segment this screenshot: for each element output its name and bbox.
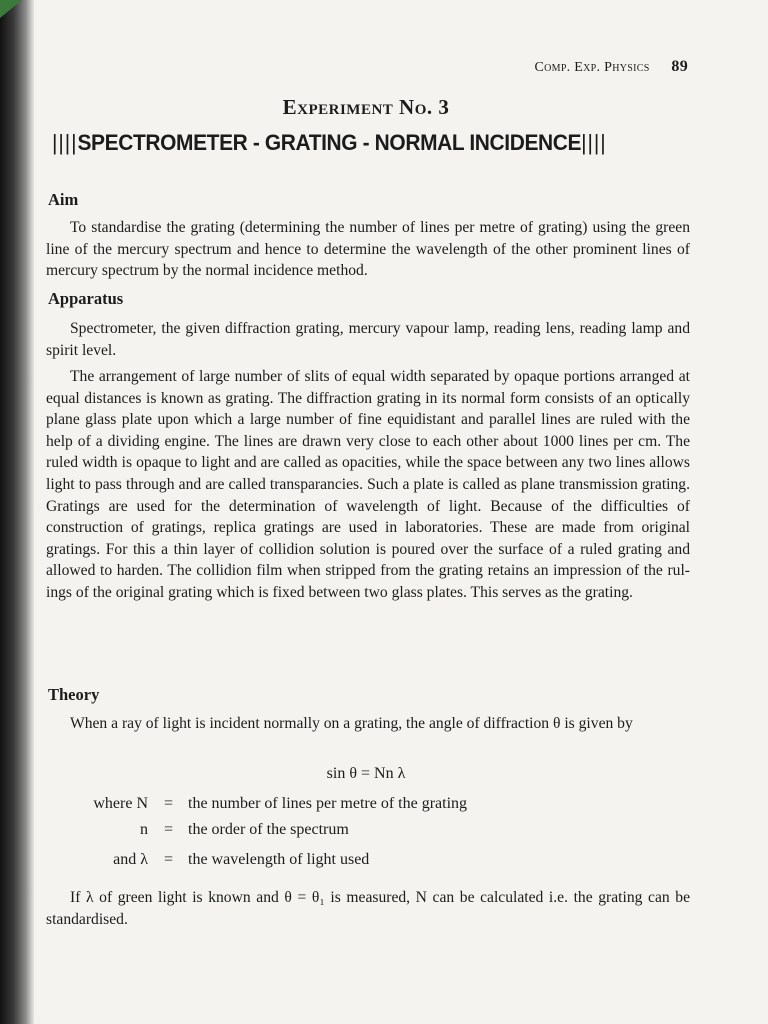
grating-description-paragraph: The arrangement of large number of slits of equal width separated by opaque portions arranged at equal distances is known as grating. The diffraction grating in its normal form consists of an optically plane glass plate upon which a large number of fine equidistant and parallel lines are ruled with the help of a dividing engine. The lines are drawn very close to each other about 1000 lines per cm. The ruled width is opaque to light and are called as opacities, while the space between any two lines allows light to pass through and are called transparancies. Such a plate is called as plane transmission grating. Gratings are used for the determination of wavelength of light. Because of the difficulties of construction of gratings, replica gratings are used in laboratories. These are made from original gratings. For this a thin layer of collidion solution is poured over the surface of a ruled grating and allowed to harden. The collidion film when stripped from the grating retains an impression of the rul-ings of the original grating which is fixed between two glass plates. This serves as the grating. bbox=[46, 368, 690, 601]
running-head-title: Comp. Exp. Physics bbox=[534, 60, 650, 75]
definition-equals: = bbox=[164, 851, 174, 868]
aim-paragraph: To standardise the grating (determining the number of lines per metre of grating) using the green line of the mercury spectrum and hence to determine the wavelength of the other prominent lines of mercury spectrum by the normal incidence method. bbox=[46, 219, 690, 280]
page-number: 89 bbox=[671, 58, 688, 75]
book-page bbox=[40, 0, 692, 1024]
theory-heading: Theory bbox=[48, 685, 100, 704]
definition-row bbox=[40, 821, 692, 843]
definition-symbol: where N bbox=[93, 795, 148, 812]
title-text: SPECTROMETER - GRATING - NORMAL INCIDENCE bbox=[77, 130, 582, 155]
apparatus-paragraph: Spectrometer, the given diffraction grating, mercury vapour lamp, reading lens, reading lamp and spirit level. bbox=[46, 320, 690, 359]
definition-meaning: the number of lines per metre of the grating bbox=[188, 795, 468, 812]
running-head bbox=[534, 58, 688, 76]
page-title bbox=[52, 130, 647, 156]
definition-symbol: n bbox=[140, 821, 148, 838]
definition-equals: = bbox=[164, 821, 174, 838]
theory-intro-paragraph: When a ray of light is incident normally on a grating, the angle of diffraction θ is given by bbox=[70, 715, 633, 732]
definition-meaning: the order of the spectrum bbox=[188, 821, 349, 838]
definition-row bbox=[40, 851, 692, 873]
experiment-number: Experiment No. 3 bbox=[282, 95, 450, 119]
book-spine-shadow bbox=[0, 0, 34, 1024]
apparatus-heading: Apparatus bbox=[48, 289, 124, 308]
theory-conclusion-paragraph: If λ of green light is known and θ = θ₁ is measured, N can be calculated i.e. the grating can be standardised. bbox=[46, 889, 690, 928]
title-bars-left: |||| bbox=[52, 130, 78, 155]
grating-equation: sin θ = Nn λ bbox=[326, 765, 406, 782]
definition-row bbox=[40, 795, 692, 817]
definition-symbol: and λ bbox=[113, 851, 148, 868]
title-bars-right: |||| bbox=[581, 130, 607, 155]
page-corner-tab bbox=[0, 0, 22, 18]
definition-meaning: the wavelength of light used bbox=[188, 851, 370, 868]
aim-heading: Aim bbox=[48, 190, 79, 209]
definition-equals: = bbox=[164, 795, 174, 812]
